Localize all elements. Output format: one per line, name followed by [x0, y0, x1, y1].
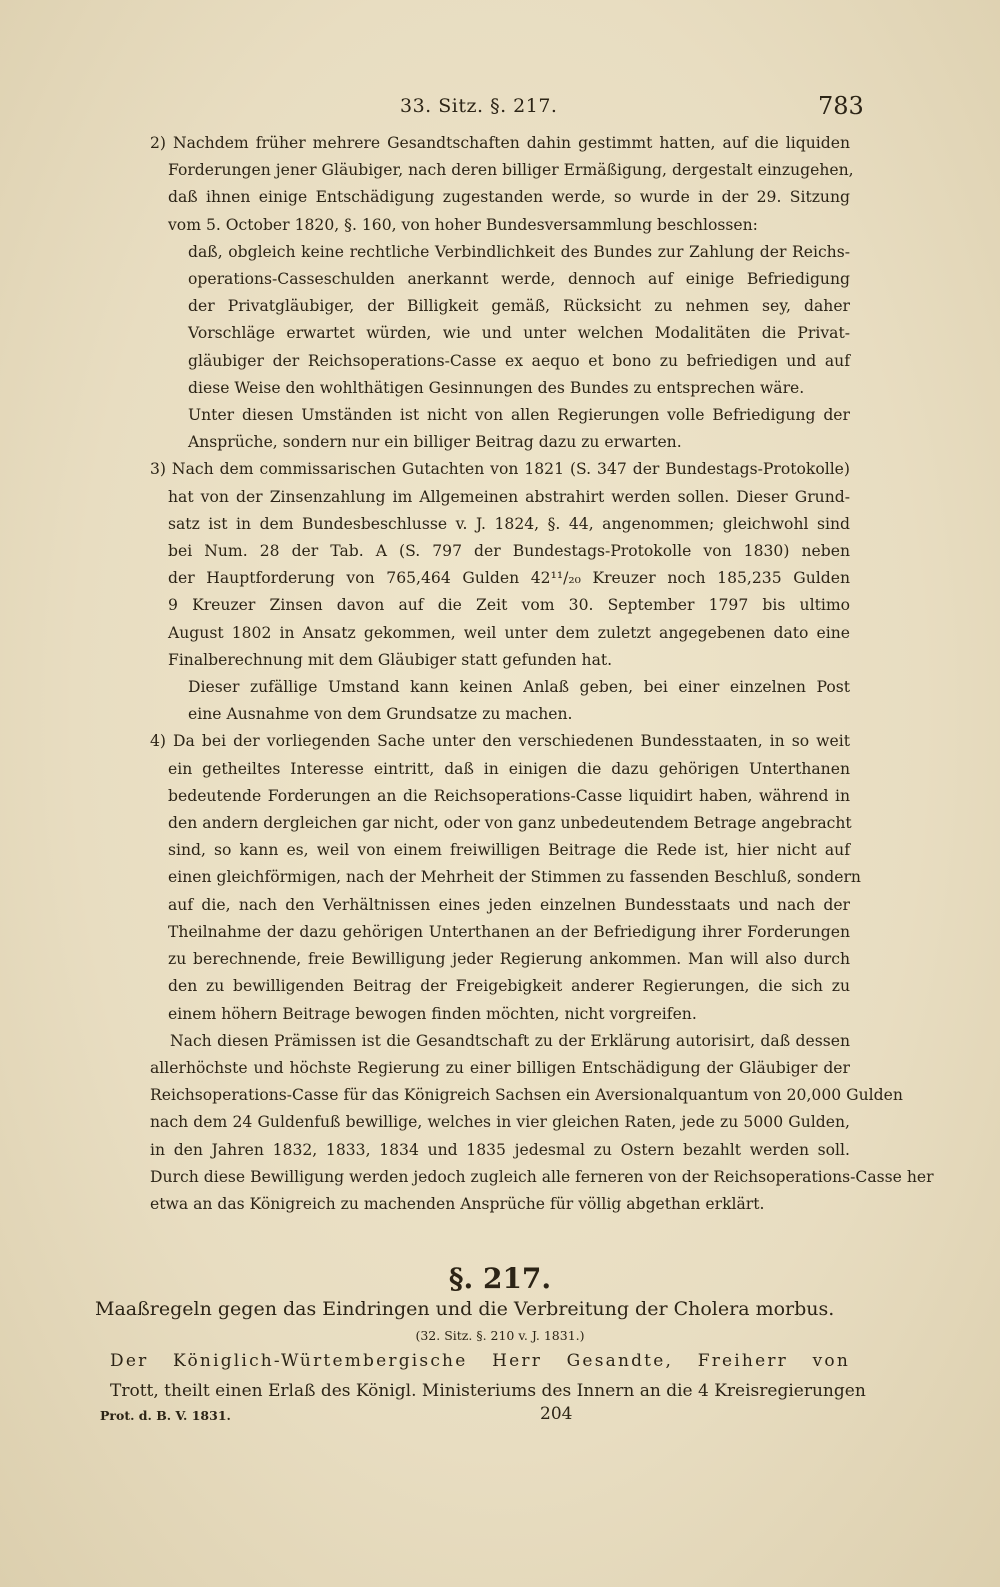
body-text [150, 130, 934, 1218]
paragraph [150, 402, 850, 456]
text-line: Theilnahme der dazu gehörigen Unterthanen an der Befriedigung ihrer Forderungen [168, 922, 850, 941]
text-line: einem höhern Beitrage bewogen finden möchten, nicht vorgreifen. [168, 1004, 697, 1023]
text-line: August 1802 in Ansatz gekommen, weil unter dem zuletzt angegebenen dato eine [168, 623, 850, 642]
text-line: der Privatgläubiger, der Billigkeit gemäß, Rücksicht zu nehmen sey, daher [188, 297, 850, 316]
text-line: Forderungen jener Gläubiger, nach deren billiger Ermäßigung, dergestalt einzugehen, [168, 161, 854, 180]
paragraph [150, 456, 850, 674]
text-line: Nach diesen Prämissen ist die Gesandtschaft zu der Erklärung autorisirt, daß dessen [170, 1031, 850, 1050]
text-line: diese Weise den wohlthätigen Gesinnungen des Bundes zu entsprechen wäre. [188, 378, 805, 397]
paragraph [150, 1028, 934, 1218]
text-line: allerhöchste und höchste Regierung zu einer billigen Entschädigung der Gläubiger der [150, 1058, 850, 1077]
text-line: daß ihnen einige Entschädigung zugestanden werde, so wurde in der 29. Sitzung [168, 188, 850, 207]
sheet-number: 204 [540, 1404, 573, 1424]
section-number: §. 217. [448, 1262, 552, 1295]
text-line: gläubiger der Reichsoperations-Casse ex aequo et bono zu befriedigen und auf [188, 351, 850, 370]
text-line: 2) Nachdem früher mehrere Gesandtschaften dahin gestimmt hatten, auf die liquiden [150, 134, 850, 152]
text-line: bei Num. 28 der Tab. A (S. 797 der Bundestags-Protokolle von 1830) neben [168, 542, 850, 561]
text-line: einen gleichförmigen, nach der Mehrheit der Stimmen zu fassenden Beschluß, sondern [168, 868, 861, 887]
section-line: Trott, theilt einen Erlaß des Königl. Ministeriums des Innern an die 4 Kreisregierungen [110, 1381, 866, 1401]
text-line: satz ist in dem Bundesbeschlusse v. J. 1824, §. 44, angenommen; gleichwohl sind [168, 514, 850, 533]
page-number: 783 [818, 92, 864, 120]
text-line: nach dem 24 Guldenfuß bewillige, welches in vier gleichen Raten, jede zu 5000 Gulden, [150, 1113, 850, 1132]
paragraph [150, 728, 861, 1027]
text-line: zu berechnende, freie Bewilligung jeder Regierung ankommen. Man will also durch [168, 950, 850, 969]
text-line: 3) Nach dem commissarischen Gutachten von 1821 (S. 347 der Bundestags-Protokolle) [150, 460, 850, 479]
text-line: hat von der Zinsenzahlung im Allgemeinen abstrahirt werden sollen. Dieser Grund- [168, 487, 850, 506]
paragraph [150, 239, 850, 402]
text-line: daß, obgleich keine rechtliche Verbindlichkeit des Bundes zur Zahlung der Reichs- [188, 242, 850, 261]
text-line: Reichsoperations-Casse für das Königreich Sachsen ein Aversionalquantum von 20,000 Gulden [150, 1086, 903, 1105]
text-line: sind, so kann es, weil von einem freiwilligen Beitrage die Rede ist, hier nicht auf [168, 841, 850, 860]
text-line: auf die, nach den Verhältnissen eines jeden einzelnen Bundesstaats und nach der [168, 895, 850, 914]
signature-mark: Prot. d. B. V. 1831. [100, 1408, 231, 1423]
text-line: der Hauptforderung von 765,464 Gulden 42¹¹/₂₀ Kreuzer noch 185,235 Gulden [168, 569, 850, 588]
text-line: ein getheiltes Interesse eintritt, daß in einigen die dazu gehörigen Unterthanen [168, 759, 850, 778]
text-line: Finalberechnung mit dem Gläubiger statt gefunden hat. [168, 650, 613, 669]
section-line: Der Königlich-Würtembergische Herr Gesandte, Freiherr von [110, 1351, 850, 1371]
paragraph [150, 674, 850, 728]
text-line: den andern dergleichen gar nicht, oder von ganz unbedeutendem Betrage angebracht [168, 814, 852, 833]
text-line: Vorschläge erwartet würden, wie und unter welchen Modalitäten die Privat- [188, 324, 850, 343]
text-line: in den Jahren 1832, 1833, 1834 und 1835 jedesmal zu Ostern bezahlt werden soll. [150, 1140, 850, 1159]
text-line: Durch diese Bewilligung werden jedoch zugleich alle ferneren von der Reichsoperations-Casse her [150, 1167, 934, 1186]
text-line: etwa an das Königreich zu machenden Ansprüche für völlig abgethan erklärt. [150, 1194, 765, 1213]
text-line: bedeutende Forderungen an die Reichsoperations-Casse liquidirt haben, während in [168, 786, 850, 805]
text-line: operations-Casseschulden anerkannt werde, dennoch auf einige Befriedigung [188, 270, 850, 289]
text-line: 4) Da bei der vorliegenden Sache unter den verschiedenen Bundesstaaten, in so weit [150, 732, 850, 751]
text-line: Dieser zufällige Umstand kann keinen Anlaß geben, bei einer einzelnen Post [188, 678, 850, 697]
text-line: den zu bewilligenden Beitrag der Freigebigkeit anderer Regierungen, die sich zu [168, 977, 850, 996]
section-reference: (32. Sitz. §. 210 v. J. 1831.) [415, 1328, 585, 1343]
paragraph [150, 130, 854, 239]
text-line: Ansprüche, sondern nur ein billiger Beitrag dazu zu erwarten. [188, 433, 682, 452]
text-line: 9 Kreuzer Zinsen davon auf die Zeit vom 30. September 1797 bis ultimo [168, 596, 850, 615]
text-line: Unter diesen Umständen ist nicht von allen Regierungen volle Befriedigung der [188, 406, 850, 425]
section-body [110, 1346, 866, 1406]
section-title: Maaßregeln gegen das Eindringen und die Verbreitung der Cholera morbus. [95, 1298, 835, 1320]
text-line: vom 5. October 1820, §. 160, von hoher Bundesversammlung beschlossen: [168, 215, 758, 234]
running-head: 33. Sitz. §. 217. [400, 95, 558, 117]
text-line: eine Ausnahme von dem Grundsatze zu machen. [188, 705, 573, 724]
